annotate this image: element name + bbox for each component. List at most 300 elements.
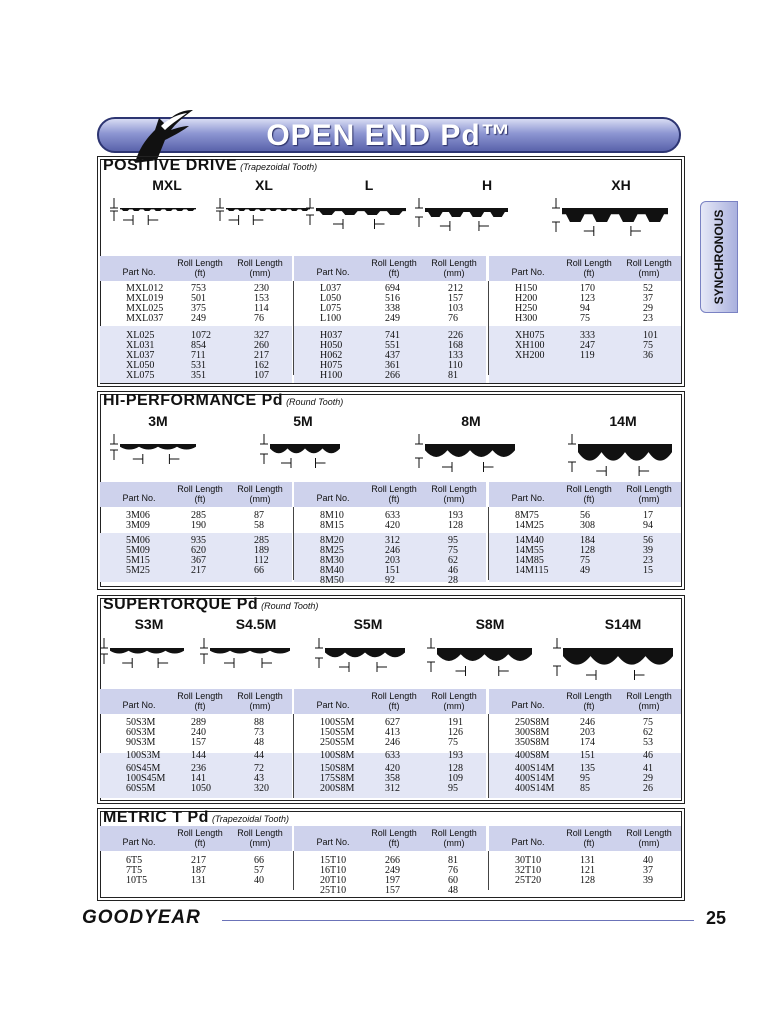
roll-length-mm: 36	[643, 350, 653, 361]
part-number: XL050	[126, 360, 155, 371]
roll-length-ft: 312	[385, 783, 400, 794]
belt-profile-icon	[550, 192, 684, 242]
column-header: Roll Length (mm)	[237, 691, 283, 711]
part-number: 300S8M	[515, 727, 550, 738]
belt-type-label: S4.5M	[235, 616, 277, 632]
roll-length-mm: 17	[643, 510, 653, 521]
roll-length-ft: 633	[385, 510, 400, 521]
column-header: Part No.	[122, 837, 156, 847]
part-number: H100	[320, 370, 343, 381]
part-number: H150	[515, 283, 538, 294]
belt-type-label: L	[364, 177, 374, 193]
part-number: XH200	[515, 350, 545, 361]
part-number: 400S14M	[515, 773, 555, 784]
table-header	[489, 826, 681, 851]
part-number: 25T10	[320, 885, 347, 896]
roll-length-ft: 246	[385, 737, 400, 748]
part-number: 400S14M	[515, 763, 555, 774]
roll-length-mm: 28	[448, 575, 458, 586]
belt-profile-icon	[198, 632, 306, 682]
roll-length-ft: 249	[191, 313, 206, 324]
column-header: Roll Length (ft)	[566, 828, 612, 848]
roll-length-ft: 266	[385, 370, 400, 381]
section-subtitle: (Trapezoidal Tooth)	[211, 814, 289, 824]
roll-length-mm: 26	[643, 783, 653, 794]
part-number: 5M15	[126, 555, 150, 566]
part-number: 8M10	[320, 510, 344, 521]
part-number: 5M25	[126, 565, 150, 576]
part-number: 8M20	[320, 535, 344, 546]
roll-length-ft: 289	[191, 717, 206, 728]
roll-length-mm: 75	[643, 717, 653, 728]
roll-length-ft: 95	[580, 773, 590, 784]
roll-length-ft: 217	[191, 565, 206, 576]
roll-length-ft: 420	[385, 520, 400, 531]
column-header: Roll Length (ft)	[371, 484, 417, 504]
roll-length-mm: 133	[448, 350, 463, 361]
roll-length-mm: 60	[448, 875, 458, 886]
roll-length-ft: 190	[191, 520, 206, 531]
column-header: Part No.	[511, 837, 545, 847]
roll-length-mm: 48	[254, 737, 264, 748]
roll-length-mm: 62	[448, 555, 458, 566]
roll-length-mm: 39	[643, 545, 653, 556]
roll-length-ft: 174	[580, 737, 595, 748]
column-header: Roll Length (mm)	[237, 828, 283, 848]
roll-length-mm: 327	[254, 330, 269, 341]
table-header	[489, 256, 681, 281]
part-number: H050	[320, 340, 343, 351]
roll-length-ft: 633	[385, 750, 400, 761]
roll-length-ft: 121	[580, 865, 595, 876]
roll-length-ft: 246	[385, 545, 400, 556]
roll-length-mm: 95	[448, 783, 458, 794]
column-divider	[293, 851, 294, 890]
part-number: 8M50	[320, 575, 344, 586]
roll-length-mm: 81	[448, 855, 458, 866]
part-number: 10T5	[126, 875, 148, 886]
roll-length-ft: 236	[191, 763, 206, 774]
part-number: XL037	[126, 350, 155, 361]
belt-type-label: S3M	[134, 616, 164, 632]
belt-profile-icon	[413, 192, 524, 242]
column-header: Roll Length (mm)	[237, 484, 283, 504]
table-header	[489, 482, 681, 507]
roll-length-ft: 49	[580, 565, 590, 576]
roll-length-ft: 135	[580, 763, 595, 774]
belt-profile-icon	[108, 192, 212, 242]
roll-length-ft: 151	[580, 750, 595, 761]
roll-length-mm: 57	[254, 865, 264, 876]
column-header: Roll Length (mm)	[431, 691, 477, 711]
roll-length-ft: 187	[191, 865, 206, 876]
column-header: Roll Length (ft)	[371, 258, 417, 278]
part-number: 3M09	[126, 520, 150, 531]
roll-length-ft: 131	[580, 855, 595, 866]
part-number: 90S3M	[126, 737, 156, 748]
roll-length-ft: 85	[580, 783, 590, 794]
part-number: 5M06	[126, 535, 150, 546]
roll-length-mm: 76	[448, 865, 458, 876]
roll-length-mm: 193	[448, 510, 463, 521]
belt-profile-icon	[413, 428, 531, 478]
belt-type-label: 14M	[609, 413, 637, 429]
roll-length-mm: 94	[643, 520, 653, 531]
part-number: 20T10	[320, 875, 347, 886]
roll-length-ft: 375	[191, 303, 206, 314]
roll-length-mm: 73	[254, 727, 264, 738]
roll-length-ft: 170	[580, 283, 595, 294]
roll-length-mm: 62	[643, 727, 653, 738]
roll-length-mm: 40	[254, 875, 264, 886]
roll-length-mm: 39	[643, 875, 653, 886]
column-header: Roll Length (mm)	[431, 828, 477, 848]
belt-type-label: S14M	[604, 616, 642, 632]
belt-type-label: S8M	[475, 616, 505, 632]
roll-length-ft: 203	[580, 727, 595, 738]
part-number: XL025	[126, 330, 155, 341]
roll-length-ft: 501	[191, 293, 206, 304]
roll-length-ft: 247	[580, 340, 595, 351]
part-number: 250S5M	[320, 737, 355, 748]
roll-length-mm: 52	[643, 283, 653, 294]
part-number: 8M75	[515, 510, 539, 521]
belt-profile-icon	[425, 632, 548, 682]
roll-length-ft: 338	[385, 303, 400, 314]
roll-length-mm: 76	[448, 313, 458, 324]
part-number: XH075	[515, 330, 545, 341]
column-header: Roll Length (ft)	[566, 484, 612, 504]
roll-length-ft: 157	[191, 737, 206, 748]
part-number: 400S8M	[515, 750, 550, 761]
part-number: 175S8M	[320, 773, 355, 784]
roll-length-mm: 88	[254, 717, 264, 728]
roll-length-mm: 53	[643, 737, 653, 748]
roll-length-mm: 46	[643, 750, 653, 761]
column-divider	[293, 714, 294, 798]
part-number: 30T10	[515, 855, 542, 866]
column-header: Roll Length (ft)	[177, 484, 223, 504]
part-number: 32T10	[515, 865, 542, 876]
part-number: 14M115	[515, 565, 549, 576]
part-number: 60S3M	[126, 727, 156, 738]
part-number: 350S8M	[515, 737, 550, 748]
roll-length-ft: 551	[385, 340, 400, 351]
column-header: Part No.	[316, 837, 350, 847]
column-header: Roll Length (ft)	[177, 691, 223, 711]
roll-length-mm: 95	[448, 535, 458, 546]
page-title: OPEN END Pd™	[266, 119, 512, 152]
roll-length-ft: 92	[385, 575, 395, 586]
column-header: Part No.	[316, 267, 350, 277]
table-header	[100, 689, 292, 714]
part-number: 50S3M	[126, 717, 156, 728]
table-header	[489, 689, 681, 714]
table-header	[294, 482, 486, 507]
column-header: Roll Length (mm)	[237, 258, 283, 278]
table-header	[100, 482, 292, 507]
belt-profile-icon	[313, 632, 421, 682]
roll-length-mm: 320	[254, 783, 269, 794]
roll-length-mm: 15	[643, 565, 653, 576]
part-number: MXL037	[126, 313, 164, 324]
table-header	[294, 826, 486, 851]
roll-length-ft: 184	[580, 535, 595, 546]
goodyear-logo: GOODYEAR	[82, 907, 201, 928]
roll-length-ft: 361	[385, 360, 400, 371]
roll-length-ft: 333	[580, 330, 595, 341]
column-header: Part No.	[122, 267, 156, 277]
roll-length-mm: 157	[448, 293, 463, 304]
belt-profile-icon	[108, 428, 212, 478]
part-number: L050	[320, 293, 342, 304]
column-header: Roll Length (mm)	[626, 484, 672, 504]
column-divider	[488, 714, 489, 798]
roll-length-ft: 128	[580, 875, 595, 886]
column-divider	[488, 851, 489, 890]
roll-length-mm: 107	[254, 370, 269, 381]
roll-length-ft: 711	[191, 350, 206, 361]
roll-length-ft: 531	[191, 360, 206, 371]
part-number: XL031	[126, 340, 155, 351]
roll-length-mm: 48	[448, 885, 458, 896]
roll-length-ft: 351	[191, 370, 206, 381]
roll-length-ft: 308	[580, 520, 595, 531]
roll-length-mm: 128	[448, 520, 463, 531]
roll-length-ft: 197	[385, 875, 400, 886]
part-number: 60S5M	[126, 783, 156, 794]
part-number: MXL019	[126, 293, 164, 304]
column-header: Part No.	[511, 267, 545, 277]
column-divider	[293, 507, 294, 580]
column-header: Roll Length (mm)	[626, 258, 672, 278]
roll-length-mm: 110	[448, 360, 463, 371]
roll-length-ft: 741	[385, 330, 400, 341]
roll-length-mm: 37	[643, 293, 653, 304]
side-tab-label: SYNCHRONOUS	[712, 209, 726, 305]
roll-length-ft: 420	[385, 763, 400, 774]
roll-length-mm: 56	[643, 535, 653, 546]
roll-length-ft: 935	[191, 535, 206, 546]
column-header: Roll Length (mm)	[626, 828, 672, 848]
roll-length-mm: 168	[448, 340, 463, 351]
roll-length-ft: 123	[580, 293, 595, 304]
roll-length-ft: 203	[385, 555, 400, 566]
section-subtitle: (Trapezoidal Tooth)	[240, 162, 318, 172]
roll-length-ft: 1050	[191, 783, 211, 794]
section-subtitle: (Round Tooth)	[286, 397, 344, 407]
footer-rule	[222, 920, 694, 921]
roll-length-mm: 23	[643, 555, 653, 566]
part-number: 100S45M	[126, 773, 166, 784]
part-number: 8M15	[320, 520, 344, 531]
part-number: L037	[320, 283, 342, 294]
part-number: 14M55	[515, 545, 544, 556]
roll-length-ft: 246	[580, 717, 595, 728]
roll-length-ft: 249	[385, 865, 400, 876]
roll-length-ft: 249	[385, 313, 400, 324]
roll-length-mm: 76	[254, 313, 264, 324]
roll-length-ft: 131	[191, 875, 206, 886]
part-number: 8M40	[320, 565, 344, 576]
roll-length-mm: 153	[254, 293, 269, 304]
roll-length-mm: 46	[448, 565, 458, 576]
belt-type-label: 5M	[293, 413, 313, 429]
roll-length-mm: 66	[254, 855, 264, 866]
roll-length-ft: 217	[191, 855, 206, 866]
part-number: H037	[320, 330, 343, 341]
part-number: 100S5M	[320, 717, 355, 728]
roll-length-ft: 151	[385, 565, 400, 576]
roll-length-mm: 23	[643, 313, 653, 324]
roll-length-ft: 144	[191, 750, 206, 761]
part-number: MXL025	[126, 303, 164, 314]
part-number: 150S5M	[320, 727, 355, 738]
part-number: 250S8M	[515, 717, 550, 728]
belt-type-label: XL	[255, 177, 273, 193]
roll-length-mm: 128	[448, 763, 463, 774]
column-header: Roll Length (ft)	[371, 828, 417, 848]
part-number: L100	[320, 313, 342, 324]
part-number: 150S8M	[320, 763, 355, 774]
roll-length-ft: 367	[191, 555, 206, 566]
roll-length-mm: 101	[643, 330, 658, 341]
side-tab[interactable]	[700, 201, 738, 313]
table-header	[294, 689, 486, 714]
part-number: 7T5	[126, 865, 143, 876]
section-title: HI-PERFORMANCE Pd (Round Tooth)	[103, 392, 344, 409]
roll-length-mm: 217	[254, 350, 269, 361]
roll-length-mm: 75	[643, 340, 653, 351]
roll-length-ft: 437	[385, 350, 400, 361]
belt-type-label: 3M	[148, 413, 168, 429]
roll-length-ft: 413	[385, 727, 400, 738]
roll-length-ft: 157	[385, 885, 400, 896]
roll-length-mm: 75	[448, 545, 458, 556]
section-subtitle: (Round Tooth)	[261, 601, 319, 611]
belt-type-label: MXL	[152, 177, 182, 193]
roll-length-ft: 128	[580, 545, 595, 556]
belt-type-label: H	[481, 177, 493, 193]
roll-length-mm: 66	[254, 565, 264, 576]
column-header: Roll Length (mm)	[626, 691, 672, 711]
column-divider	[488, 507, 489, 580]
roll-length-ft: 240	[191, 727, 206, 738]
roll-length-ft: 516	[385, 293, 400, 304]
roll-length-mm: 109	[448, 773, 463, 784]
roll-length-ft: 627	[385, 717, 400, 728]
column-header: Roll Length (ft)	[566, 691, 612, 711]
part-number: 6T5	[126, 855, 143, 866]
belt-type-label: S5M	[353, 616, 383, 632]
column-header: Roll Length (ft)	[566, 258, 612, 278]
roll-length-ft: 75	[580, 555, 590, 566]
part-number: H200	[515, 293, 538, 304]
roll-length-ft: 753	[191, 283, 206, 294]
column-header: Part No.	[316, 493, 350, 503]
belt-profile-icon	[258, 428, 356, 478]
roll-length-mm: 37	[643, 865, 653, 876]
roll-length-ft: 266	[385, 855, 400, 866]
roll-length-mm: 112	[254, 555, 269, 566]
column-divider	[488, 281, 489, 375]
roll-length-mm: 103	[448, 303, 463, 314]
roll-length-mm: 44	[254, 750, 264, 761]
column-header: Part No.	[316, 700, 350, 710]
column-header: Part No.	[122, 493, 156, 503]
roll-length-ft: 694	[385, 283, 400, 294]
section-title: POSITIVE DRIVE (Trapezoidal Tooth)	[103, 157, 318, 174]
column-header: Part No.	[511, 493, 545, 503]
roll-length-mm: 58	[254, 520, 264, 531]
belt-type-label: 8M	[461, 413, 481, 429]
roll-length-ft: 312	[385, 535, 400, 546]
part-number: H300	[515, 313, 538, 324]
belt-type-label: XH	[611, 177, 631, 193]
page-number: 25	[706, 908, 727, 928]
part-number: H075	[320, 360, 343, 371]
column-divider	[293, 281, 294, 375]
part-number: 400S14M	[515, 783, 555, 794]
table-header	[294, 256, 486, 281]
roll-length-ft: 141	[191, 773, 206, 784]
part-number: 14M25	[515, 520, 544, 531]
belt-profile-icon	[551, 632, 689, 682]
part-number: 8M25	[320, 545, 344, 556]
roll-length-mm: 87	[254, 510, 264, 521]
roll-length-mm: 114	[254, 303, 269, 314]
part-number: 100S3M	[126, 750, 161, 761]
roll-length-ft: 1072	[191, 330, 211, 341]
part-number: 16T10	[320, 865, 347, 876]
roll-length-mm: 81	[448, 370, 458, 381]
roll-length-ft: 285	[191, 510, 206, 521]
roll-length-mm: 29	[643, 773, 653, 784]
roll-length-ft: 119	[580, 350, 595, 361]
roll-length-mm: 260	[254, 340, 269, 351]
column-header: Roll Length (ft)	[177, 828, 223, 848]
part-number: H062	[320, 350, 343, 361]
table-header	[100, 256, 292, 281]
part-number: 15T10	[320, 855, 347, 866]
roll-length-mm: 72	[254, 763, 264, 774]
part-number: 25T20	[515, 875, 542, 886]
part-number: 3M06	[126, 510, 150, 521]
part-number: XH100	[515, 340, 545, 351]
roll-length-mm: 230	[254, 283, 269, 294]
roll-length-mm: 226	[448, 330, 463, 341]
column-header: Roll Length (ft)	[371, 691, 417, 711]
part-number: L075	[320, 303, 342, 314]
column-header: Roll Length (ft)	[177, 258, 223, 278]
belt-profile-icon	[304, 192, 422, 242]
roll-length-mm: 41	[643, 763, 653, 774]
table-header	[100, 826, 292, 851]
column-header: Part No.	[122, 700, 156, 710]
column-header: Part No.	[511, 700, 545, 710]
part-number: 8M30	[320, 555, 344, 566]
roll-length-ft: 56	[580, 510, 590, 521]
part-number: H250	[515, 303, 538, 314]
part-number: 14M85	[515, 555, 544, 566]
roll-length-mm: 75	[448, 737, 458, 748]
roll-length-mm: 193	[448, 750, 463, 761]
roll-length-mm: 191	[448, 717, 463, 728]
roll-length-mm: 43	[254, 773, 264, 784]
part-number: 100S8M	[320, 750, 355, 761]
roll-length-mm: 29	[643, 303, 653, 314]
part-number: 60S45M	[126, 763, 161, 774]
